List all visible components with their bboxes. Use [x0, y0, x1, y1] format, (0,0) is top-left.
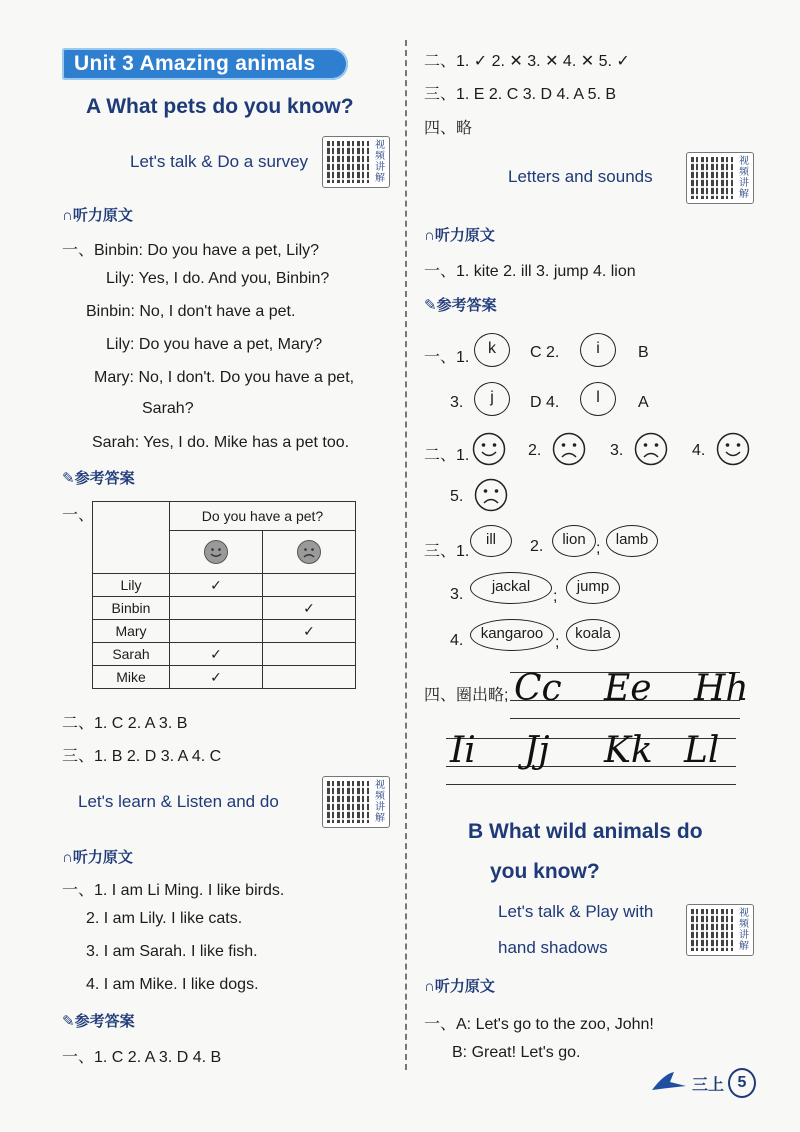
letters-title: Letters and sounds [508, 167, 653, 186]
handwritten-letters: Ee [604, 668, 652, 709]
dialogue-line: Sarah: Yes, I do. Mike has a pet too. [92, 434, 350, 451]
handwritten-letters: Cc [514, 668, 562, 709]
writing-line [446, 784, 736, 785]
survey-yes-cell [170, 574, 263, 597]
letters-listening: 一、1. kite 2. ill 3. jump 4. lion [424, 263, 636, 280]
right-answers-four: 四、略 [424, 120, 473, 137]
section-a-title: A What pets do you know? [86, 95, 354, 118]
handwritten-letters: Ll [684, 730, 720, 771]
dialogue-line: Lily: Yes, I do. And you, Binbin? [106, 270, 330, 287]
qr-code[interactable]: 视频讲解 [322, 136, 390, 188]
survey-yes-cell [170, 666, 263, 689]
right-answers-three: 三、1. E 2. C 3. D 4. A 5. B [424, 86, 617, 103]
qr-code[interactable]: 视频讲解 [686, 904, 754, 956]
check-mark-icon: ✓ [210, 576, 222, 593]
survey-name: Mike [93, 666, 170, 689]
listening-label-2: ∩听力原文 [62, 849, 133, 866]
dialogue-line: Lily: Do you have a pet, Mary? [106, 336, 323, 353]
answer-text: D 4. [530, 394, 560, 411]
learn-line: 2. I am Lily. I like cats. [86, 910, 243, 927]
check-mark-icon: ✓ [210, 645, 222, 662]
dialogue-line: Sarah? [142, 400, 194, 417]
answer-number: 2. [528, 442, 542, 459]
survey-row [93, 597, 356, 620]
circled-letter: i [580, 333, 616, 367]
answers-label-3: ✎参考答案 [424, 297, 497, 314]
survey-name: Sarah [93, 643, 170, 666]
answer-number: 一、1. [424, 349, 470, 366]
survey-corner [93, 502, 170, 574]
dialogue-line: 一、Binbin: Do you have a pet, Lily? [62, 242, 320, 259]
survey-name: Mary [93, 620, 170, 643]
survey-name: Binbin [93, 597, 170, 620]
sad-face-icon [552, 432, 586, 466]
listening-label-3: ∩听力原文 [424, 227, 495, 244]
answers-label-2: ✎参考答案 [62, 1013, 135, 1030]
answer-number: 二、1. [424, 447, 470, 464]
separator: ; [596, 540, 601, 557]
qr-code[interactable]: 视频讲解 [686, 152, 754, 204]
dialogue-line: Mary: No, I don't. Do you have a pet, [94, 369, 355, 386]
answers-label-1: ✎参考答案 [62, 470, 135, 487]
writing-line [510, 718, 740, 719]
footer-grade: 三上 [692, 1077, 725, 1094]
handwritten-letters: Jj [524, 730, 550, 771]
headphone-icon: ∩ [62, 207, 73, 224]
happy-face-icon [472, 432, 506, 466]
right-answers-two: 二、1. ✓ 2. ✕ 3. ✕ 4. ✕ 5. ✓ [424, 53, 630, 70]
circled-word: lion [552, 525, 596, 557]
headphone-icon: ∩ [62, 849, 73, 866]
survey-yes-cell [170, 597, 263, 620]
answer-text: C 2. [530, 344, 560, 361]
survey-no-cell [262, 643, 355, 666]
survey-no-cell [262, 666, 355, 689]
sad-face-icon [262, 531, 355, 574]
survey-row [93, 574, 356, 597]
sad-face-icon [634, 432, 668, 466]
survey-yes-cell [170, 620, 263, 643]
survey-prefix: 一、 [62, 507, 95, 524]
column-divider [405, 40, 407, 1070]
answer-number: 3. [450, 586, 464, 603]
a-answers-two: 二、1. C 2. A 3. B [62, 715, 188, 732]
survey-row [93, 643, 356, 666]
smile-face-icon [170, 531, 263, 574]
answer-number: 2. [530, 538, 544, 555]
answer-text: A [638, 394, 649, 411]
footer-bird-icon [650, 1070, 690, 1097]
survey-question: Do you have a pet? [170, 502, 356, 531]
listening-label-4: ∩听力原文 [424, 978, 495, 995]
listening-label-1: ∩听力原文 [62, 207, 133, 224]
circled-letter: l [580, 382, 616, 416]
sad-face-icon [474, 478, 508, 512]
handwritten-letters: Ii [450, 730, 476, 771]
separator: ; [553, 588, 558, 605]
circled-word: ill [470, 525, 512, 557]
section-b-talk-line1: Let's talk & Play with [498, 902, 654, 921]
check-mark-icon: ✓ [210, 668, 222, 685]
unit-title: Unit 3 Amazing animals [74, 52, 316, 75]
check-mark-icon: ✓ [303, 622, 315, 639]
answer-number: 3. [450, 394, 464, 411]
happy-face-icon [716, 432, 750, 466]
answer-text: B [638, 344, 649, 361]
section-b-title-line1: B What wild animals do [468, 820, 703, 843]
answer-number: 三、1. [424, 543, 470, 560]
learn-line: 一、1. I am Li Ming. I like birds. [62, 882, 285, 899]
survey-row [93, 620, 356, 643]
circled-letter: k [474, 333, 510, 367]
answer-number: 四、圈出略; [424, 687, 509, 704]
answer-number: 4. [450, 632, 464, 649]
survey-row [93, 666, 356, 689]
learn-line: 4. I am Mike. I like dogs. [86, 976, 259, 993]
headphone-icon: ∩ [424, 978, 435, 995]
a-answers-three: 三、1. B 2. D 3. A 4. C [62, 748, 222, 765]
check-mark-icon: ✓ [303, 599, 315, 616]
pencil-icon: ✎ [62, 470, 75, 487]
survey-table [92, 501, 356, 689]
answer-number: 3. [610, 442, 624, 459]
survey-no-cell [262, 597, 355, 620]
circled-word: jackal [470, 572, 552, 604]
page-number: 5 [728, 1068, 756, 1098]
pencil-icon: ✎ [62, 1013, 75, 1030]
unit-banner [62, 48, 348, 80]
circled-letter: j [474, 382, 510, 416]
handwritten-letters: Kk [604, 730, 653, 771]
dialogue-line: Binbin: No, I don't have a pet. [86, 303, 296, 320]
learn-answers: 一、1. C 2. A 3. D 4. B [62, 1049, 222, 1066]
section-a-talk-title: Let's talk & Do a survey [130, 152, 309, 171]
learn-line: 3. I am Sarah. I like fish. [86, 943, 258, 960]
survey-no-cell [262, 620, 355, 643]
headphone-icon: ∩ [424, 227, 435, 244]
answer-number: 4. [692, 442, 706, 459]
b-dialogue-line: B: Great! Let's go. [452, 1044, 581, 1061]
survey-name: Lily [93, 574, 170, 597]
circled-word: kangaroo [470, 619, 554, 651]
circled-word: koala [566, 619, 620, 651]
circled-word: lamb [606, 525, 658, 557]
section-b-title-line2: you know? [490, 860, 600, 883]
pencil-icon: ✎ [424, 297, 437, 314]
survey-no-cell [262, 574, 355, 597]
survey-yes-cell [170, 643, 263, 666]
section-b-talk-line2: hand shadows [498, 938, 608, 957]
circled-word: jump [566, 572, 620, 604]
qr-code[interactable]: 视频讲解 [322, 776, 390, 828]
section-a-learn-title: Let's learn & Listen and do [78, 792, 279, 811]
separator: ; [555, 634, 560, 651]
answer-number: 5. [450, 488, 464, 505]
b-dialogue-line: 一、A: Let's go to the zoo, John! [424, 1016, 654, 1033]
handwritten-letters: Hh [694, 668, 749, 709]
